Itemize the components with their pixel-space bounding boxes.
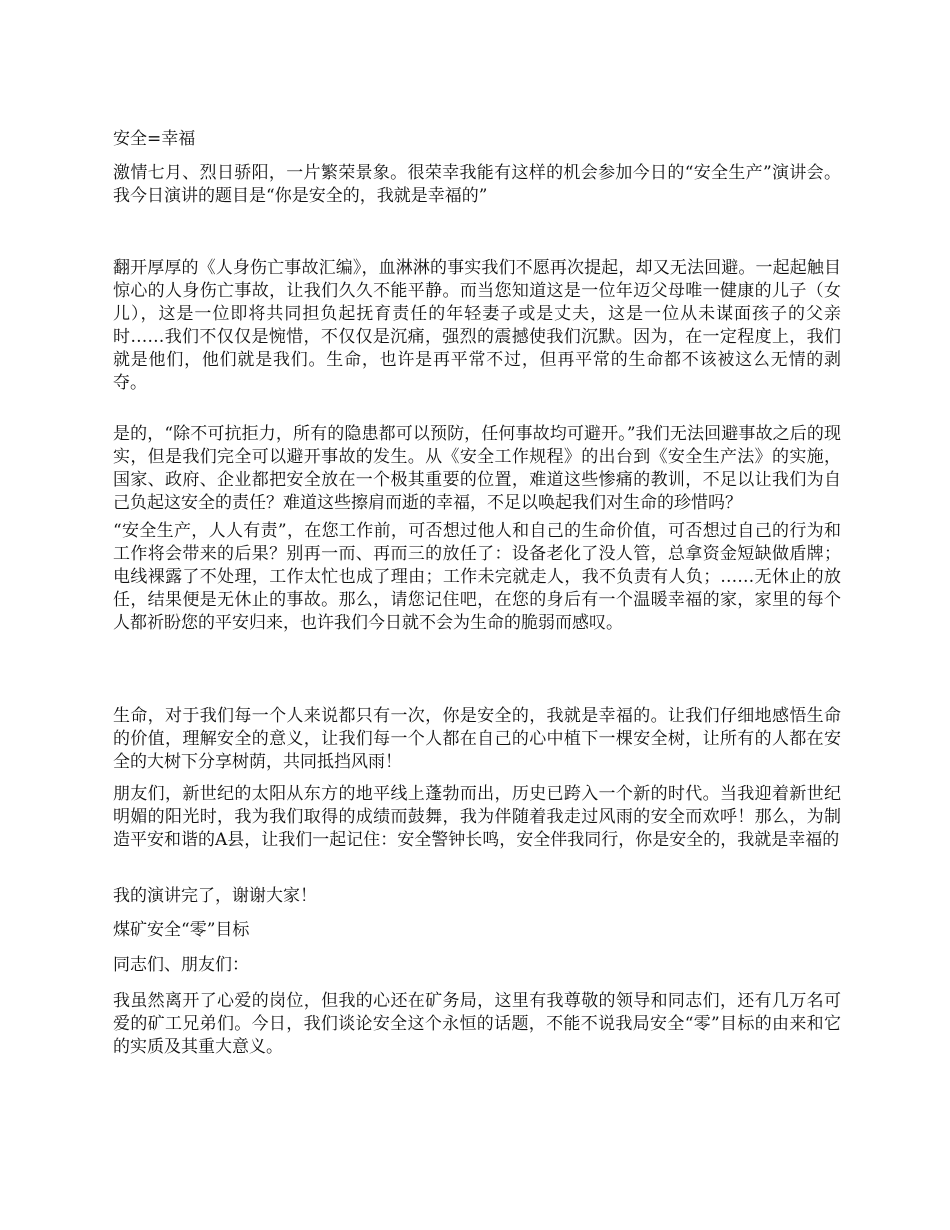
document-page: [113, 0, 841, 1230]
document-title: 安全=幸福: [113, 129, 196, 149]
paragraph-salutation: 同志们、朋友们：: [113, 955, 249, 975]
paragraph-closing: 我的演讲完了，谢谢大家！: [113, 886, 317, 906]
paragraph-responsibility: “安全生产，人人有责”，在您工作前，可否想过他人和自己的生命价值，可否想过自己的行为和工作将会带来的后果？别再一而、再而三的放任了：设备老化了没人管，总拿资金短缺做盾牌；电线裸露了不处理，工作太忙也成了理由；工作未完就走人，我不负责有人负；……无休止的放任，结果便是无休止的事故。那么，请您记住吧，在您的身后有一个温暖幸福的家，家里的每个人都祈盼您的平安归来，也许我们今日就不会为生命的脆弱而感叹。: [113, 521, 841, 633]
paragraph-opening: 激情七月、烈日骄阳，一片繁荣景象。很荣幸我能有这样的机会参加今日的“安全生产”演讲会。我今日演讲的题目是“你是安全的，我就是幸福的”: [113, 163, 841, 206]
paragraph-mining-bureau: 我虽然离开了心爱的岗位，但我的心还在矿务局，这里有我尊敬的领导和同志们，还有几万名可爱的矿工兄弟们。今日，我们谈论安全这个永恒的话题，不能不说我局安全“零”目标的由来和它的实质及其重大意义。: [113, 991, 841, 1057]
paragraph-prevention: 是的，“除不可抗拒力，所有的隐患都可以预防，任何事故均可避开。”我们无法回避事故之后的现实，但是我们完全可以避开事故的发生。从《安全工作规程》的出台到《安全生产法》的实施，国家、政府、企业都把安全放在一个极其重要的位置，难道这些惨痛的教训，不足以让我们为自己负起这安全的责任？难道这些擦肩而逝的幸福，不足以唤起我们对生命的珍惜吗？: [113, 424, 841, 513]
paragraph-life: 生命，对于我们每一个人来说都只有一次，你是安全的，我就是幸福的。让我们仔细地感悟生命的价值，理解安全的意义，让我们每一个人都在自己的心中植下一棵安全树，让所有的人都在安全的大树下分享树荫，共同抵挡风雨！: [113, 706, 841, 772]
paragraph-accident-compilation: 翻开厚厚的《人身伤亡事故汇编》，血淋淋的事实我们不愿再次提起，却又无法回避。一起起触目惊心的人身伤亡事故，让我们久久不能平静。而当您知道这是一位年迈父母唯一健康的儿子（女儿），这是一位即将共同担负起抚育责任的年轻妻子或是丈夫，这是一位从未谋面孩子的父亲时……我们不仅仅是惋惜，不仅仅是沉痛，强烈的震撼使我们沉默。因为，在一定程度上，我们就是他们，他们就是我们。生命，也许是再平常不过，但再平常的生命都不该被这么无情的剥夺。: [113, 258, 841, 393]
section-title: 煤矿安全“零”目标: [113, 920, 250, 940]
paragraph-new-century: 朋友们，新世纪的太阳从东方的地平线上蓬勃而出，历史已跨入一个新的时代。当我迎着新世纪明媚的阳光时，我为我们取得的成绩而鼓舞，我为伴随着我走过风雨的安全而欢呼！那么，为制造平安和谐的A县，让我们一起记住：安全警钟长鸣，安全伴我同行，你是安全的，我就是幸福的: [113, 784, 841, 850]
